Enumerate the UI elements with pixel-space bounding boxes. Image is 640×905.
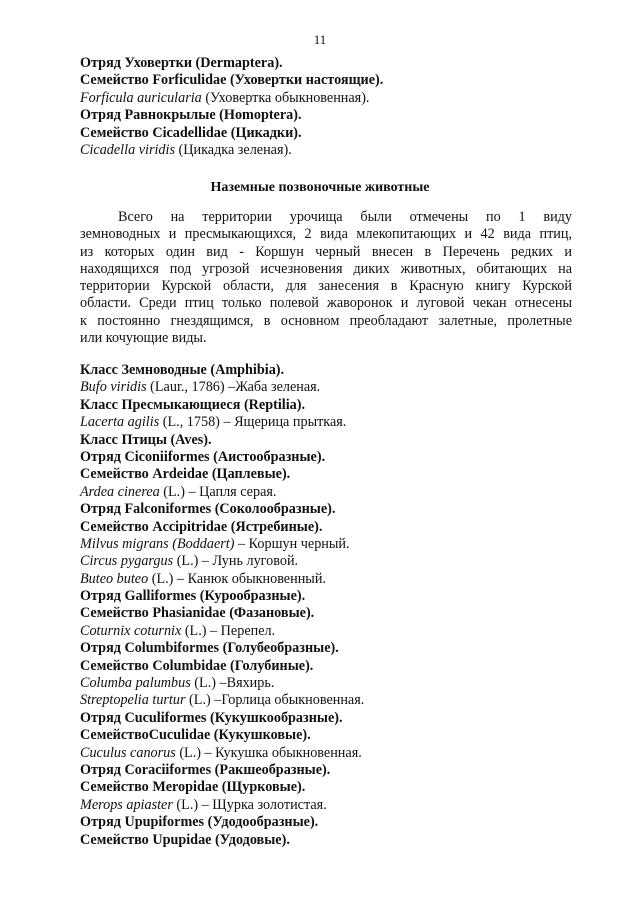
species-line — [80, 675, 572, 692]
family-heading-text: Семейство Cicadellidae (Цикадки). — [80, 124, 302, 141]
order-heading-text: Отряд Cuculiformes (Кукушкообразные). — [80, 709, 343, 726]
species-latin-name: Circus pygargus — [80, 553, 174, 570]
class-heading — [80, 362, 572, 379]
section-title: Наземные позвоночные животные — [210, 180, 430, 195]
species-latin-name: Bufo viridis — [80, 379, 147, 396]
paragraph-line: из которых один вид - Коршун черный внесен в Перечень редких и — [80, 243, 572, 260]
order-heading — [80, 640, 572, 657]
family-heading-text: СемействоCuculidae (Кукушковые). — [80, 727, 311, 744]
paragraph-line: территории Курской области, для занесения в Красную книгу Курской — [80, 278, 572, 295]
species-common-name: (L.) –Горлица обыкновенная. — [185, 692, 365, 709]
order-heading-text: Отряд Upupiformes (Удодообразные). — [80, 814, 319, 831]
class-heading-text: Класс Птицы (Aves). — [80, 431, 212, 448]
taxon-list-insects — [80, 55, 572, 159]
taxon-list-vertebrates — [80, 362, 572, 849]
paragraph-line: к постоянно гнездящимся, в основном преобладают залетные, пролетные — [80, 312, 572, 329]
order-heading-text: Отряд Columbiformes (Голубеобразные). — [80, 640, 339, 657]
intro-paragraph — [80, 209, 572, 347]
species-latin-name: Ardea cinerea — [80, 483, 160, 500]
species-latin-name: Streptopelia turtur — [80, 692, 186, 709]
order-heading-text: Отряд Coraciiformes (Ракшеобразные). — [80, 761, 331, 778]
class-heading — [80, 432, 572, 449]
species-latin-name: Lacerta agilis — [80, 414, 160, 431]
species-line — [80, 414, 572, 431]
family-heading — [80, 727, 572, 744]
order-heading — [80, 449, 572, 466]
species-line — [80, 379, 572, 396]
order-heading-text: Отряд Falconiformes (Соколообразные). — [80, 501, 336, 518]
species-common-name: (L.) –Вяхирь. — [190, 675, 275, 692]
species-common-name: (Laur., 1786) –Жаба зеленая. — [146, 379, 321, 396]
paragraph-line: земноводных и пресмыкающихся, 2 вида млекопитающих и 42 вида птиц, — [80, 226, 572, 243]
family-heading-text: Семейство Columbidae (Голубиные). — [80, 657, 314, 674]
order-heading — [80, 710, 572, 727]
order-heading-text: Отряд Уховертки (Dermaptera). — [80, 55, 283, 71]
family-heading — [80, 832, 572, 849]
page-number: 11 — [313, 32, 327, 47]
family-heading-text: Семейство Upupidae (Удодовые). — [80, 831, 290, 848]
family-heading — [80, 125, 572, 142]
order-heading-text: Отряд Galliformes (Курообразные). — [80, 588, 306, 605]
species-line — [80, 692, 572, 709]
class-heading — [80, 397, 572, 414]
order-heading-text: Отряд Ciconiiformes (Аистообразные). — [80, 448, 326, 465]
order-heading-text: Отряд Равнокрылые (Homoptera). — [80, 107, 302, 124]
species-line — [80, 90, 572, 107]
species-line — [80, 536, 572, 553]
species-common-name: (L.) – Щурка золотистая. — [172, 796, 327, 813]
paragraph-line: или кочующие виды. — [80, 330, 207, 347]
order-heading — [80, 55, 572, 72]
paragraph-line: области. Среди птиц только полевой жаворонок и луговой чекан отнесены — [80, 295, 572, 312]
species-latin-name: Cuculus canorus — [80, 744, 176, 761]
order-heading — [80, 814, 572, 831]
species-common-name: (Уховертка обыкновенная). — [201, 89, 370, 106]
species-latin-name: Merops apiaster — [80, 796, 173, 813]
species-common-name: (L.) – Цапля серая. — [159, 483, 277, 500]
species-line — [80, 745, 572, 762]
species-line — [80, 623, 572, 640]
species-common-name: (L.) – Кукушка обыкновенная. — [175, 744, 362, 761]
species-common-name: (L.) – Перепел. — [181, 622, 276, 639]
family-heading — [80, 519, 572, 536]
class-heading-text: Класс Пресмыкающиеся (Reptilia). — [80, 396, 306, 413]
family-heading — [80, 658, 572, 675]
species-line — [80, 484, 572, 501]
species-common-name: – Коршун черный. — [234, 535, 350, 552]
species-latin-name: Milvus migrans (Boddaert) — [80, 535, 235, 552]
paragraph-line: находящихся под угрозой исчезновения диких животных, обитающих на — [80, 260, 572, 277]
family-heading-text: Семейство Forficulidae (Уховертки настоящие). — [80, 72, 384, 89]
family-heading-text: Семейство Ardeidae (Цаплевые). — [80, 466, 291, 483]
order-heading — [80, 107, 572, 124]
species-latin-name: Coturnix coturnix — [80, 622, 182, 639]
species-common-name: (L.) – Лунь луговой. — [173, 553, 299, 570]
class-heading-text: Класс Земноводные (Amphibia). — [80, 362, 285, 378]
family-heading — [80, 72, 572, 89]
species-common-name: (L.) – Канюк обыкновенный. — [148, 570, 326, 587]
order-heading — [80, 501, 572, 518]
family-heading — [80, 605, 572, 622]
species-latin-name: Buteo buteo — [80, 570, 149, 587]
species-line — [80, 553, 572, 570]
species-latin-name: Columba palumbus — [80, 675, 191, 692]
family-heading — [80, 466, 572, 483]
family-heading-text: Семейство Accipitridae (Ястребиные). — [80, 518, 323, 535]
species-line — [80, 571, 572, 588]
family-heading — [80, 779, 572, 796]
species-line — [80, 142, 572, 159]
order-heading — [80, 762, 572, 779]
family-heading-text: Семейство Meropidae (Щурковые). — [80, 779, 306, 796]
family-heading-text: Семейство Phasianidae (Фазановые). — [80, 605, 315, 622]
species-common-name: (Цикадка зеленая). — [174, 141, 292, 158]
paragraph-line: Всего на территории урочища были отмечены по 1 виду — [118, 209, 572, 225]
species-latin-name: Forficula auricularia — [80, 89, 202, 106]
species-line — [80, 797, 572, 814]
order-heading — [80, 588, 572, 605]
species-common-name: (L., 1758) – Ящерица прыткая. — [159, 414, 347, 431]
species-latin-name: Cicadella viridis — [80, 141, 175, 158]
